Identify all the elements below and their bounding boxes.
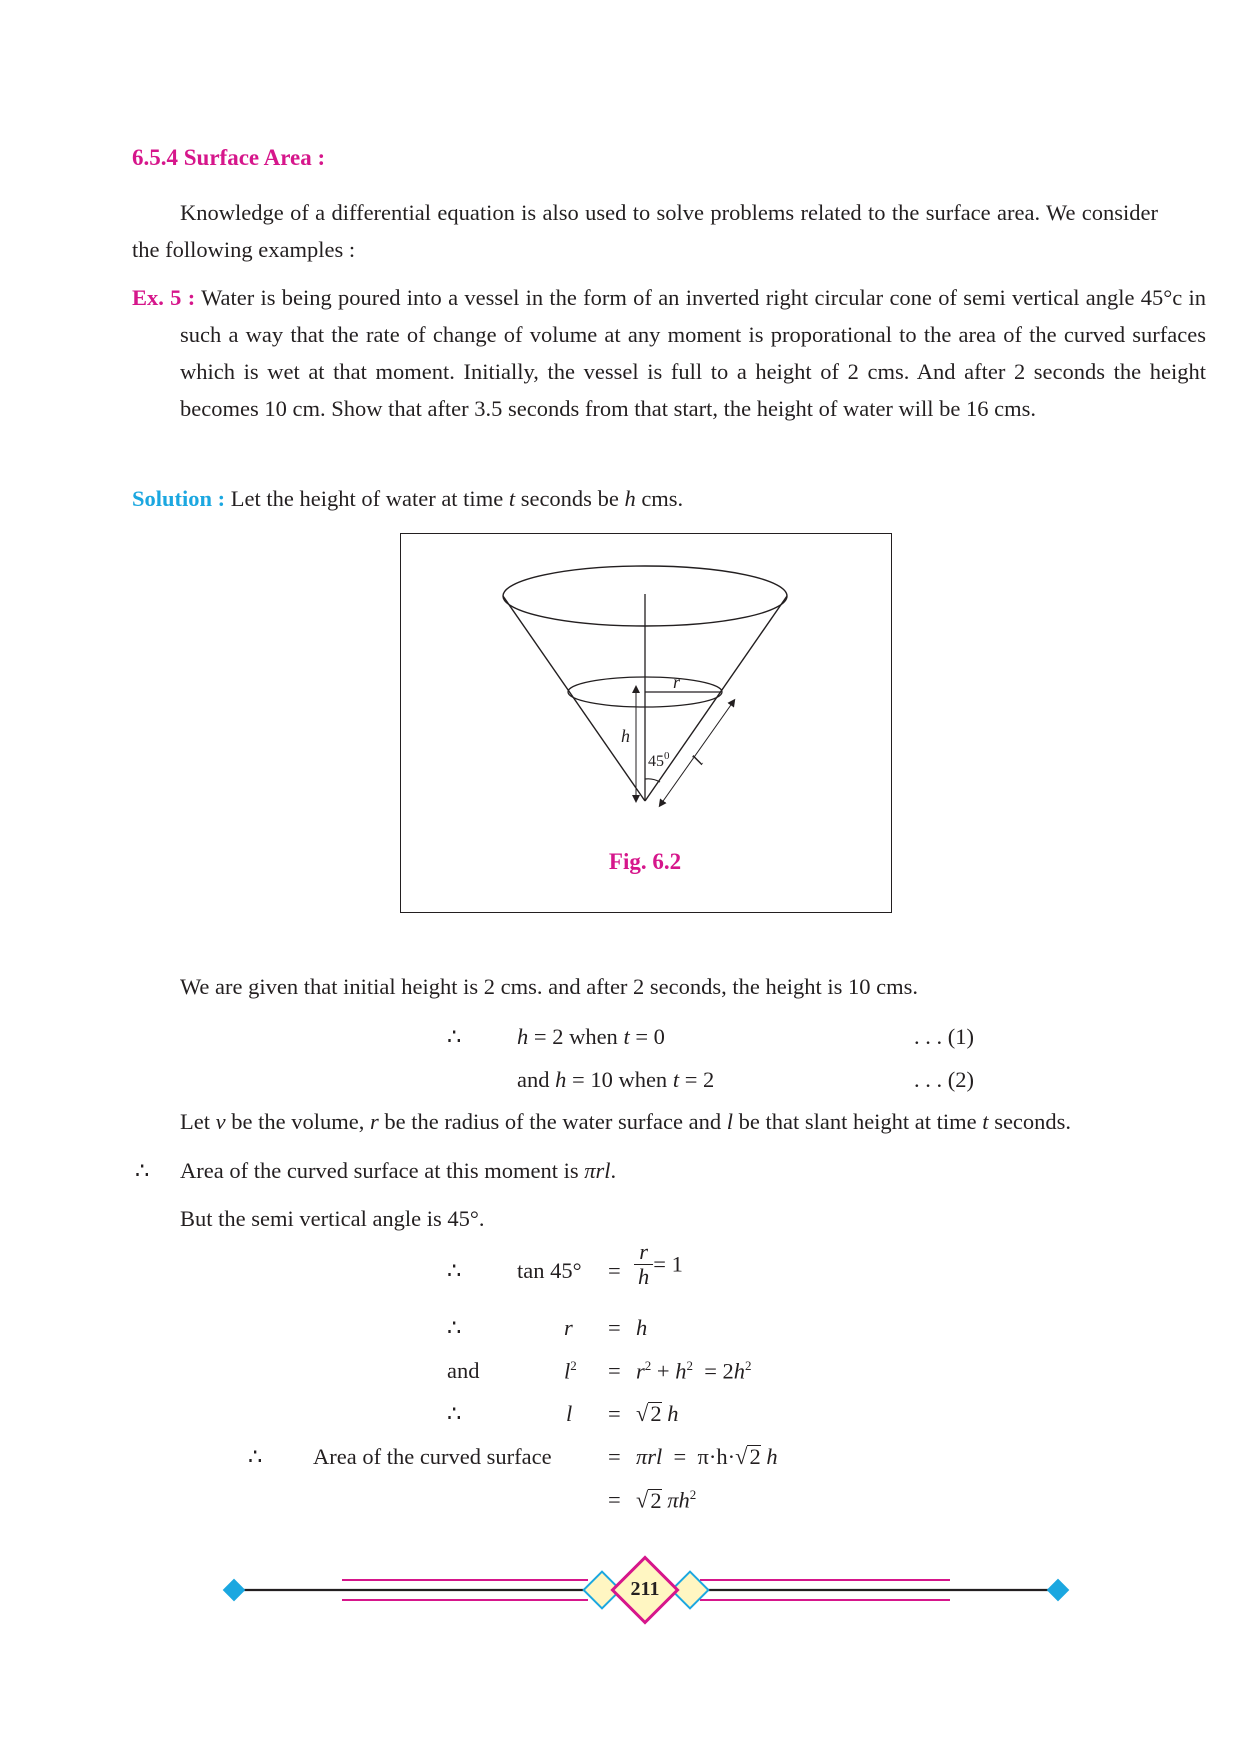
exp: 2 [686,1358,693,1373]
therefore-1: ∴ [447,1024,462,1049]
text: Area of the curved surface at this moment is [180,1158,585,1183]
expr-pih: πh [661,1487,690,1513]
r-lhs [564,1315,573,1341]
therefore-2: ∴ [135,1158,150,1183]
therefore-5: ∴ [447,1401,462,1426]
slant-arrow [661,702,733,804]
frac-den: h [638,1264,650,1289]
text: seconds. [988,1109,1072,1134]
op: = π·h· [662,1444,736,1469]
equals: = [608,1258,621,1283]
equation-1 [517,1024,665,1050]
label-angle [648,750,670,770]
example-text: Water is being poured into a vessel in the form of an inverted right circular cone of semi vertical angle 45°c in such a way that the rate of change of volume at any moment is proporational to the area of the curved surfaces which is wet at that moment. Initially, the vessel is full to a height of 2 cms. And after 2 seconds the height becomes 10 cm. Show that after 3.5 seconds from that start, the height of water will be 16 cms. [180,285,1206,421]
area-line [180,1152,616,1189]
var-h: h [636,1315,648,1340]
var-h: h [555,1067,567,1092]
text: be the volume, [225,1109,370,1134]
text: Let [180,1109,216,1134]
eq-text: = 0 [629,1024,665,1049]
var-r: r [369,1109,379,1134]
equation-tag-2: . . . (2) [914,1067,974,1092]
var-r: r [564,1315,573,1340]
text: be that slant height at time [732,1109,983,1134]
fraction-r-over-h [634,1240,653,1289]
var-h: h [760,1444,778,1469]
solution-text: Let the height of water at time [230,486,509,511]
equation-tag-1: . . . (1) [914,1024,974,1049]
sqrt-radicand: 2 [650,1401,662,1426]
section-heading: 6.5.4 Surface Area : [132,145,326,170]
l-lhs [566,1401,572,1427]
solution-line [132,480,683,517]
exp: 2 [745,1358,752,1373]
var-l: l [566,1401,573,1426]
let-line [180,1103,1071,1140]
label-l: l [687,752,708,769]
var-r: r [636,1358,645,1384]
area-rhs: πrl = π·h·√2 h [636,1444,778,1469]
example-label: Ex. 5 : [132,285,196,310]
therefore-4: ∴ [447,1315,462,1340]
exp: 2 [644,1358,652,1373]
equals: = [608,1487,621,1512]
var-l: l [564,1358,571,1384]
exp: 2 [570,1358,577,1373]
angle-degree: 0 [664,750,670,762]
l2-rhs [636,1358,752,1385]
expr-pirl: πrl [636,1444,663,1469]
example-5 [132,279,1206,427]
equals: = [608,1401,621,1426]
eq-text: = 2 when [528,1024,624,1049]
var-h: h [675,1358,687,1384]
therefore-6: ∴ [248,1444,263,1469]
given-sentence: We are given that initial height is 2 cms. and after 2 seconds, the height is 10 cms. [180,974,919,999]
var-v: v [215,1109,226,1134]
l-rhs: √2 h [636,1401,679,1426]
eq-text: = 2 [679,1067,715,1092]
text: . [610,1158,617,1183]
var-h: h [517,1024,529,1049]
frac-num: r [634,1240,653,1265]
expr-pirl: πrl [584,1158,611,1183]
var-h: h [661,1401,679,1426]
figure-caption: Fig. 6.2 [608,849,682,874]
equals: = [608,1358,621,1383]
angle-value: 45 [648,753,664,770]
op: + [651,1358,676,1384]
var-t: t [623,1024,630,1049]
equation-2 [517,1067,714,1093]
area-label: Area of the curved surface [313,1444,552,1469]
eq-and: and [517,1067,556,1092]
solution-text: cms. [635,486,684,511]
var-h: h [733,1358,746,1384]
text: be the radius of the water surface and [378,1109,727,1134]
label-r: r [673,672,681,692]
footer-left-diamond-icon [223,1579,246,1602]
semi-angle-line: But the semi vertical angle is 45°. [180,1206,485,1231]
sqrt-radicand: 2 [749,1444,761,1469]
therefore-3: ∴ [447,1258,462,1283]
eq-text: = 1 [653,1251,683,1277]
r-rhs [636,1315,647,1341]
tan-lhs: tan 45° [517,1258,582,1283]
and-word: and [447,1358,480,1383]
var-t: t [672,1067,680,1092]
eq-text: = 10 when [566,1067,673,1092]
footer-ornament [0,1540,1241,1640]
var-l: l [726,1109,733,1134]
area-final: √2 $\pi h^2$ [636,1487,697,1513]
page-number: 211 [630,1578,660,1600]
equals: = [608,1444,621,1469]
var-h: h [624,486,636,511]
solution-text: seconds be [515,486,625,511]
intro-paragraph: Knowledge of a differential equation is also used to solve problems related to the surface area. We consider the following examples : [132,200,1158,262]
label-h: h [621,726,630,746]
sqrt-radicand: 2 [650,1487,662,1513]
exp: 2 [689,1487,697,1502]
solution-label: Solution : [132,486,226,511]
l2-lhs [564,1358,577,1385]
footer-right-diamond-icon [1047,1579,1070,1602]
tan-rhs [634,1240,683,1289]
var-t: t [508,486,516,511]
equals: = [608,1315,621,1340]
var-t: t [982,1109,989,1134]
op: = 2 [692,1358,734,1384]
